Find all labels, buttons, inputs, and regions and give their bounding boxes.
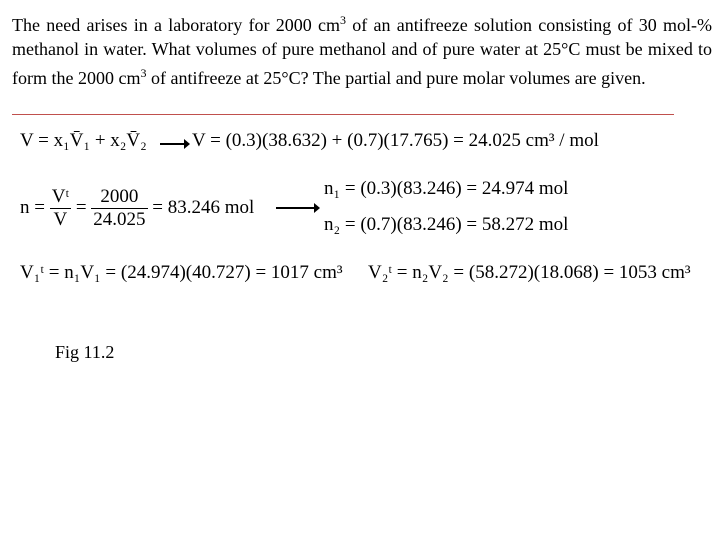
equation-moles-water: n₂ = (0.7)(83.246) = 58.272 mol <box>324 214 569 235</box>
equation-molar-volume-value: V = (0.3)(38.632) + (0.7)(17.765) = 24.025 cm³ / mol <box>192 130 599 151</box>
equation-molar-volume-definition: V = x₁V̄₁ + x₂V̄₂ <box>20 130 147 151</box>
equation-volume-water: V₂ᵗ = n₂V₂ = (58.272)(18.068) = 1053 cm³ <box>368 262 691 283</box>
equation-volume-methanol: V₁ᵗ = n₁V₁ = (24.974)(40.727) = 1017 cm³ <box>20 262 343 283</box>
equation-total-moles: n = $\frac{\text{Vᵗ}}{V}$ = $\frac{2000}{24.025}$ = 83.246 mol <box>20 186 255 230</box>
problem-statement: The need arises in a laboratory for 2000 $cm^3$ of an antifreeze solution consisting of 30 mol-% methanol in water. What volumes of pure methanol and of pure water at 25°C must be mixed to form the 2000 $cm^3$ of antifreeze at 25°C? The partial and pure molar volumes are given. <box>12 13 712 88</box>
divider-line <box>12 114 674 115</box>
figure-caption: Fig 11.2 <box>55 342 115 362</box>
arrow-right-icon <box>160 138 190 150</box>
arrow-right-icon <box>276 202 320 214</box>
equation-moles-methanol: n₁ = (0.3)(83.246) = 24.974 mol <box>324 178 569 199</box>
